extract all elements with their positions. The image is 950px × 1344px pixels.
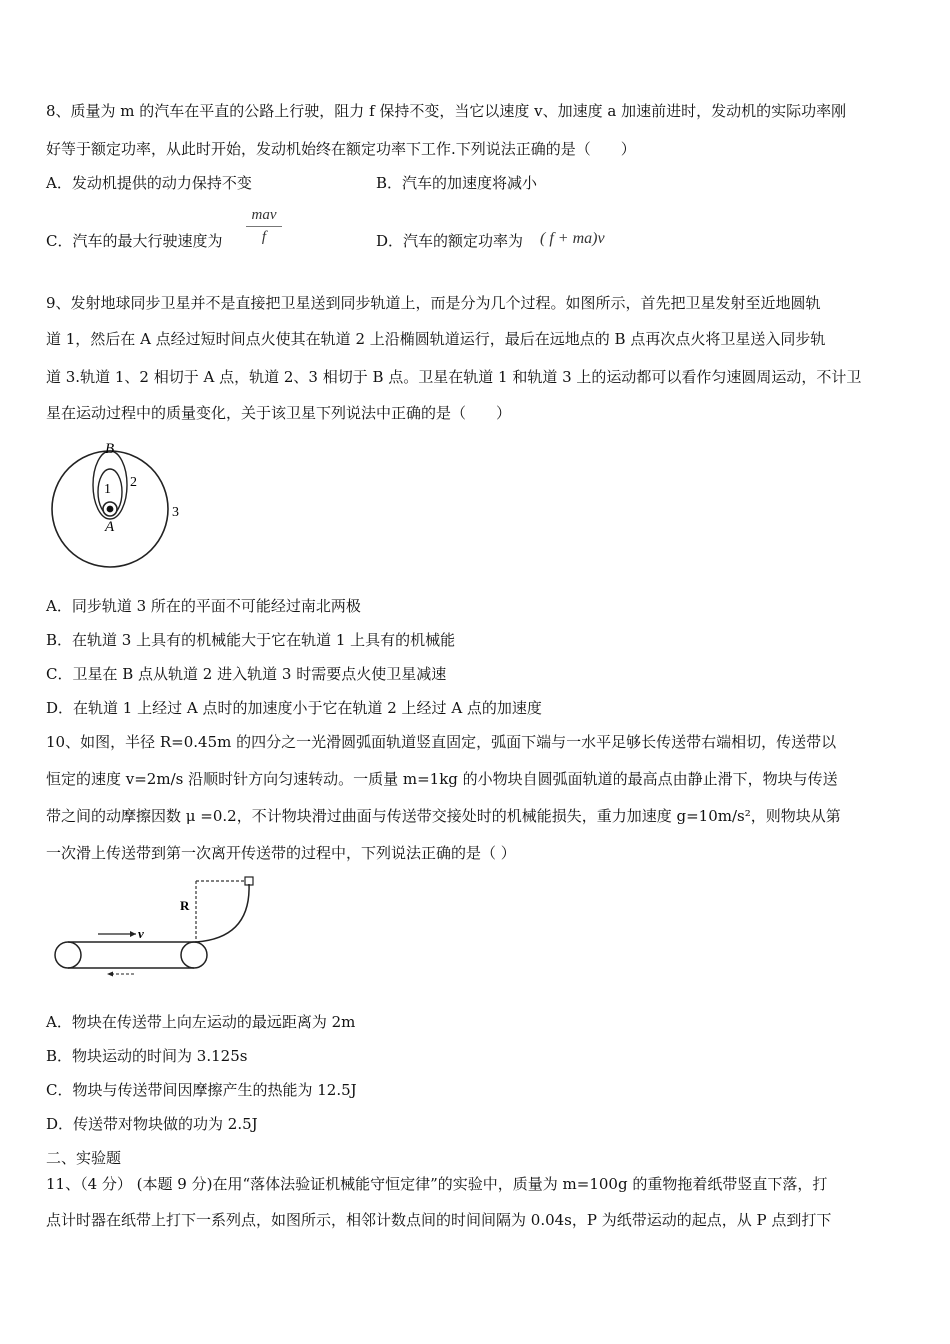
q10-option-b: B．物块运动的时间为 3.125s	[46, 1047, 248, 1065]
q9-line-3: 道 3.轨道 1、2 相切于 A 点，轨道 2、3 相切于 B 点。卫星在轨道 1 和轨道 3 上的运动都可以看作匀速圆周运动，不计卫	[46, 368, 862, 386]
q9-option-b: B．在轨道 3 上具有的机械能大于它在轨道 1 上具有的机械能	[46, 631, 456, 649]
q11-line-1: 11、（4 分） (本题 9 分)在用“落体法验证机械能守恒定律”的实验中，质量为 m=100g 的重物拖着纸带竖直下落，打	[46, 1175, 828, 1193]
q9-line-2: 道 1，然后在 A 点经过短时间点火使其在轨道 2 上沿椭圆轨道运行，最后在远地点的 B 点再次点火将卫星送入同步轨	[46, 330, 826, 348]
q8-line-2: 好等于额定功率，从此时开始，发动机始终在额定功率下工作.下列说法正确的是（ ）	[46, 140, 636, 158]
arrowhead-right	[130, 931, 136, 937]
left-pulley	[55, 942, 81, 968]
q8-line-1: 8、质量为 m 的汽车在平直的公路上行驶，阻力 f 保持不变，当它以速度 v、加速度 a 加速前进时，发动机的实际功率刚	[46, 102, 847, 120]
q10-option-a: A．物块在传送带上向左运动的最远距离为 2m	[46, 1013, 356, 1031]
q9-option-a: A．同步轨道 3 所在的平面不可能经过南北两极	[46, 597, 361, 615]
fraction-denominator: f	[261, 229, 267, 245]
conveyor-figure	[46, 872, 276, 982]
q10-line-3: 带之间的动摩擦因数 μ =0.2，不计物块滑过曲面与传送带交接处时的机械能损失，重力加速度 g=10m/s²，则物块从第	[46, 807, 841, 825]
arc-track	[196, 884, 249, 942]
q8-option-d-expr: ( f + ma)v	[540, 230, 605, 247]
q8-option-c: C．汽车的最大行驶速度为	[46, 232, 223, 250]
q10-line-1: 10、如图，半径 R=0.45m 的四分之一光滑圆弧面轨道竖直固定，弧面下端与一水平足够长传送带右端相切，传送带以	[46, 733, 837, 751]
q8-option-b: B．汽车的加速度将减小	[376, 174, 538, 192]
q8-option-a: A．发动机提供的动力保持不变	[46, 174, 252, 192]
q9-line-1: 9、发射地球同步卫星并不是直接把卫星送到同步轨道上，而是分为几个过程。如图所示，首先把卫星发射至近地圆轨	[46, 294, 821, 312]
q10-option-d: D．传送带对物块做的功为 2.5J	[46, 1115, 258, 1133]
q8-option-d: D．汽车的额定功率为	[376, 232, 524, 250]
label-3: 3	[172, 505, 179, 520]
right-pulley	[181, 942, 207, 968]
q10-line-2: 恒定的速度 v=2m/s 沿顺时针方向匀速转动。一质量 m=1kg 的小物块自圆弧面轨道的最高点由静止滑下，物块与传送	[46, 770, 838, 788]
q10-line-4: 一次滑上传送带到第一次离开传送带的过程中，下列说法正确的是（ ）	[46, 844, 516, 862]
q11-line-2: 点计时器在纸带上打下一系列点，如图所示，相邻计数点间的时间间隔为 0.04s，P 为纸带运动的起点，从 P 点到打下	[46, 1211, 832, 1229]
q10-option-c: C．物块与传送带间因摩擦产生的热能为 12.5J	[46, 1081, 357, 1099]
q9-option-c: C．卫星在 B 点从轨道 2 进入轨道 3 时需要点火使卫星减速	[46, 665, 447, 683]
q8-option-c-fraction	[244, 206, 284, 247]
label-v: v	[138, 926, 144, 941]
q9-option-d: D．在轨道 1 上经过 A 点时的加速度小于它在轨道 2 上经过 A 点的加速度	[46, 699, 542, 717]
label-2: 2	[130, 475, 137, 490]
orbit-figure	[46, 434, 196, 574]
earth-dot	[107, 506, 114, 513]
section-heading: 二、实验题	[46, 1149, 122, 1167]
arrowhead-left	[107, 972, 113, 977]
fraction-numerator: mav	[251, 207, 277, 223]
label-b: B	[105, 441, 115, 457]
label-a: A	[105, 519, 115, 535]
block	[245, 877, 253, 885]
label-1: 1	[104, 482, 111, 497]
label-r: R	[180, 898, 190, 913]
q9-line-4: 星在运动过程中的质量变化，关于该卫星下列说法中正确的是（ ）	[46, 404, 512, 422]
